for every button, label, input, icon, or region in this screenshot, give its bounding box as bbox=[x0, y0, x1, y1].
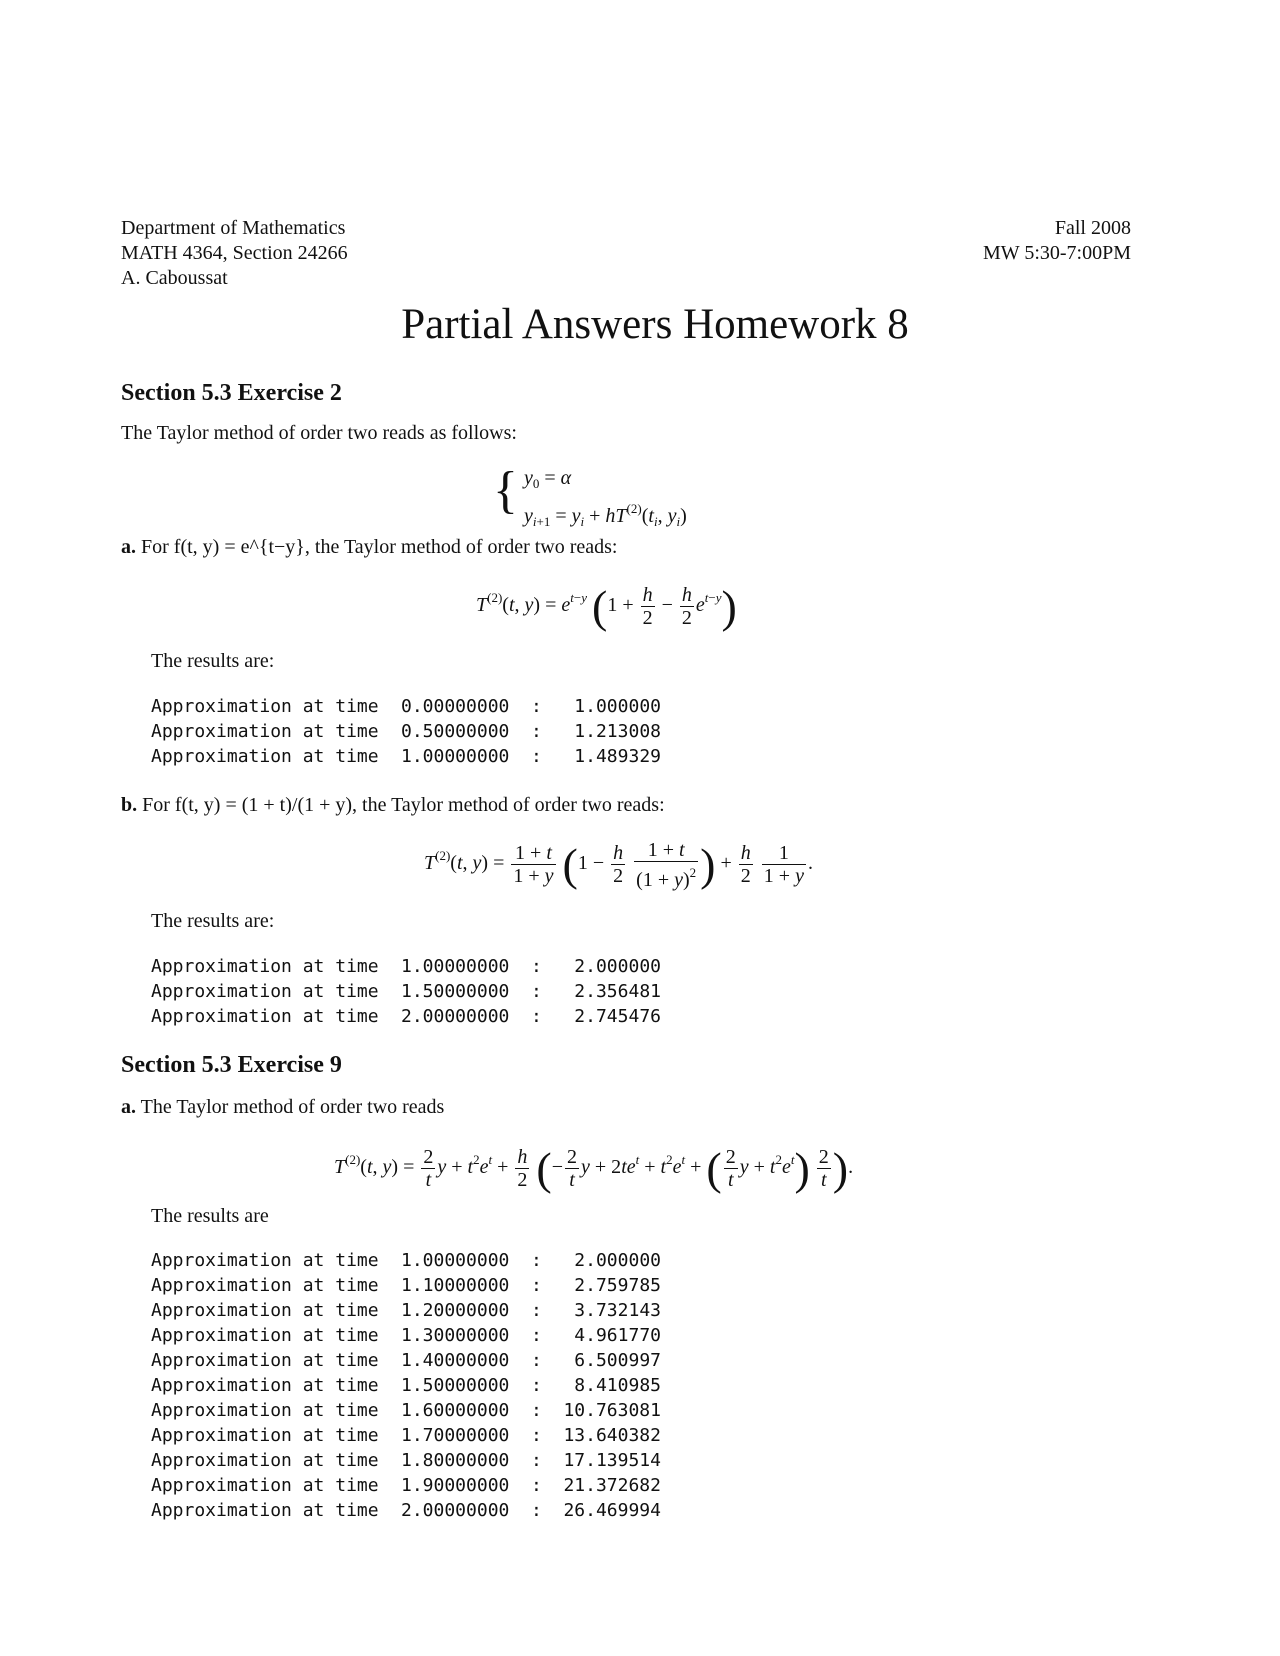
result-label: Approximation at time bbox=[151, 1250, 379, 1271]
result-value: 17.139514 bbox=[563, 1450, 661, 1471]
result-time: 1.00000000 bbox=[401, 956, 510, 977]
result-separator: : bbox=[531, 1250, 542, 1271]
result-label: Approximation at time bbox=[151, 1300, 379, 1321]
result-separator: : bbox=[531, 1425, 542, 1446]
result-separator: : bbox=[531, 1500, 542, 1521]
result-separator: : bbox=[531, 956, 542, 977]
taylor-formula-b: $T^{(2)}(t$, y) = $\frac{1 + t}{1 + y}$ (1 − $\frac{h}{2}$ $\frac{1 + t}{(1 + y)^2}$ ) + $\frac{h}{2}$ $\frac{1}{1 + y}$ . bbox=[424, 838, 813, 891]
result-label: Approximation at time bbox=[151, 1450, 379, 1471]
result-row bbox=[151, 1398, 661, 1423]
result-time: 1.00000000 bbox=[401, 746, 510, 767]
result-label: Approximation at time bbox=[151, 1425, 379, 1446]
result-time: 1.30000000 bbox=[401, 1325, 510, 1346]
result-value: 2.745476 bbox=[574, 1006, 661, 1027]
result-value: 3.732143 bbox=[574, 1300, 661, 1321]
result-separator: : bbox=[531, 746, 542, 767]
result-time: 2.00000000 bbox=[401, 1006, 510, 1027]
term: Fall 2008 bbox=[1054, 217, 1131, 239]
result-time: 1.70000000 bbox=[401, 1425, 510, 1446]
result-label: Approximation at time bbox=[151, 1475, 379, 1496]
taylor-formula-a: $T^{(2)}(t$, $y) = e^{t-y}$ (1 + $\frac{h}{2}$ − $\frac{h}{2}$ $e^{t-y}$) bbox=[476, 581, 737, 632]
result-time: 0.00000000 bbox=[401, 696, 510, 717]
result-time: 1.20000000 bbox=[401, 1300, 510, 1321]
result-row bbox=[151, 1348, 661, 1373]
result-separator: : bbox=[531, 981, 542, 1002]
result-row bbox=[151, 954, 661, 979]
result-label: Approximation at time bbox=[151, 1006, 379, 1027]
result-row bbox=[151, 744, 661, 769]
result-time: 1.90000000 bbox=[401, 1475, 510, 1496]
result-label: Approximation at time bbox=[151, 956, 379, 977]
schedule: MW 5:30-7:00PM bbox=[983, 242, 1131, 264]
result-time: 1.40000000 bbox=[401, 1350, 510, 1371]
part-label: a. bbox=[121, 536, 136, 558]
term-info bbox=[983, 216, 1131, 266]
result-value: 13.640382 bbox=[563, 1425, 661, 1446]
result-separator: : bbox=[531, 1400, 542, 1421]
result-label: Approximation at time bbox=[151, 1325, 379, 1346]
result-separator: : bbox=[531, 1375, 542, 1396]
result-row bbox=[151, 694, 661, 719]
result-value: 1.000000 bbox=[574, 696, 661, 717]
result-time: 1.10000000 bbox=[401, 1275, 510, 1296]
result-row bbox=[151, 1273, 661, 1298]
results-intro: The results are: bbox=[151, 910, 275, 932]
section-heading: Section 5.3 Exercise 2 bbox=[121, 380, 342, 406]
result-time: 1.60000000 bbox=[401, 1400, 510, 1421]
result-separator: : bbox=[531, 1325, 542, 1346]
result-row bbox=[151, 1473, 661, 1498]
result-label: Approximation at time bbox=[151, 746, 379, 767]
part-a-statement bbox=[121, 1096, 444, 1119]
instructor: A. Caboussat bbox=[121, 267, 228, 289]
result-value: 1.213008 bbox=[574, 721, 661, 742]
result-label: Approximation at time bbox=[151, 1500, 379, 1521]
results-table-ex9a bbox=[151, 1248, 661, 1523]
result-label: Approximation at time bbox=[151, 696, 379, 717]
result-value: 2.759785 bbox=[574, 1275, 661, 1296]
result-value: 21.372682 bbox=[563, 1475, 661, 1496]
result-row bbox=[151, 719, 661, 744]
result-time: 1.50000000 bbox=[401, 981, 510, 1002]
result-label: Approximation at time bbox=[151, 981, 379, 1002]
result-value: 10.763081 bbox=[563, 1400, 661, 1421]
part-text: The Taylor method of order two reads bbox=[140, 1096, 445, 1118]
result-value: 1.489329 bbox=[574, 746, 661, 767]
result-separator: : bbox=[531, 1450, 542, 1471]
result-time: 2.00000000 bbox=[401, 1500, 510, 1521]
result-row bbox=[151, 1248, 661, 1273]
result-time: 0.50000000 bbox=[401, 721, 510, 742]
result-time: 1.50000000 bbox=[401, 1375, 510, 1396]
result-time: 1.80000000 bbox=[401, 1450, 510, 1471]
result-time: 1.00000000 bbox=[401, 1250, 510, 1271]
result-label: Approximation at time bbox=[151, 1400, 379, 1421]
part-b-statement bbox=[121, 794, 665, 817]
result-separator: : bbox=[531, 1006, 542, 1027]
result-row bbox=[151, 1373, 661, 1398]
page-title: Partial Answers Homework 8 bbox=[401, 301, 909, 348]
result-label: Approximation at time bbox=[151, 721, 379, 742]
result-row bbox=[151, 1448, 661, 1473]
result-label: Approximation at time bbox=[151, 1375, 379, 1396]
section-intro: The Taylor method of order two reads as follows: bbox=[121, 422, 517, 444]
result-value: 6.500997 bbox=[574, 1350, 661, 1371]
results-table-ex2a bbox=[151, 694, 661, 769]
result-separator: : bbox=[531, 1300, 542, 1321]
result-value: 26.469994 bbox=[563, 1500, 661, 1521]
result-value: 4.961770 bbox=[574, 1325, 661, 1346]
result-value: 8.410985 bbox=[574, 1375, 661, 1396]
result-row bbox=[151, 1298, 661, 1323]
section-heading: Section 5.3 Exercise 9 bbox=[121, 1052, 342, 1078]
result-separator: : bbox=[531, 1475, 542, 1496]
result-row bbox=[151, 979, 661, 1004]
result-row bbox=[151, 1004, 661, 1029]
part-text: For f(t, y) = e^{t−y}, the Taylor method of order two reads: bbox=[141, 536, 618, 558]
results-table-ex2b bbox=[151, 954, 661, 1029]
result-separator: : bbox=[531, 721, 542, 742]
part-text: For f(t, y) = (1 + t)/(1 + y), the Taylor method of order two reads: bbox=[142, 794, 665, 816]
department: Department of Mathematics bbox=[121, 217, 346, 239]
result-row bbox=[151, 1423, 661, 1448]
part-label: a. bbox=[121, 1096, 136, 1118]
taylor-formula-ex9: $T^{(2)}(t$, y) = $\frac{2}{t}$ $y + t^2e^t$ + $\frac{h}{2}$ (− $\frac{2}{t}$ $y + 2te^t + t^2e^t$ + ( $\frac{2}{t}$ $y + t^2e^t$) $\frac{2}{t}$ ). bbox=[334, 1143, 854, 1194]
result-value: 2.356481 bbox=[574, 981, 661, 1002]
result-value: 2.000000 bbox=[574, 956, 661, 977]
part-label: b. bbox=[121, 794, 138, 816]
course-code: MATH 4364, Section 24266 bbox=[121, 242, 348, 264]
result-label: Approximation at time bbox=[151, 1350, 379, 1371]
course-info bbox=[121, 216, 348, 291]
result-separator: : bbox=[531, 696, 542, 717]
result-row bbox=[151, 1323, 661, 1348]
taylor-system-equation: { $y_0 = \alpha$ $y_{i+1} = y_i + hT^{(2)}(t_i$, $y_i$) bbox=[493, 462, 687, 529]
part-a-statement bbox=[121, 536, 617, 559]
result-separator: : bbox=[531, 1350, 542, 1371]
result-value: 2.000000 bbox=[574, 1250, 661, 1271]
results-intro: The results are bbox=[151, 1205, 269, 1227]
results-intro: The results are: bbox=[151, 650, 275, 672]
result-separator: : bbox=[531, 1275, 542, 1296]
result-label: Approximation at time bbox=[151, 1275, 379, 1296]
result-row bbox=[151, 1498, 661, 1523]
